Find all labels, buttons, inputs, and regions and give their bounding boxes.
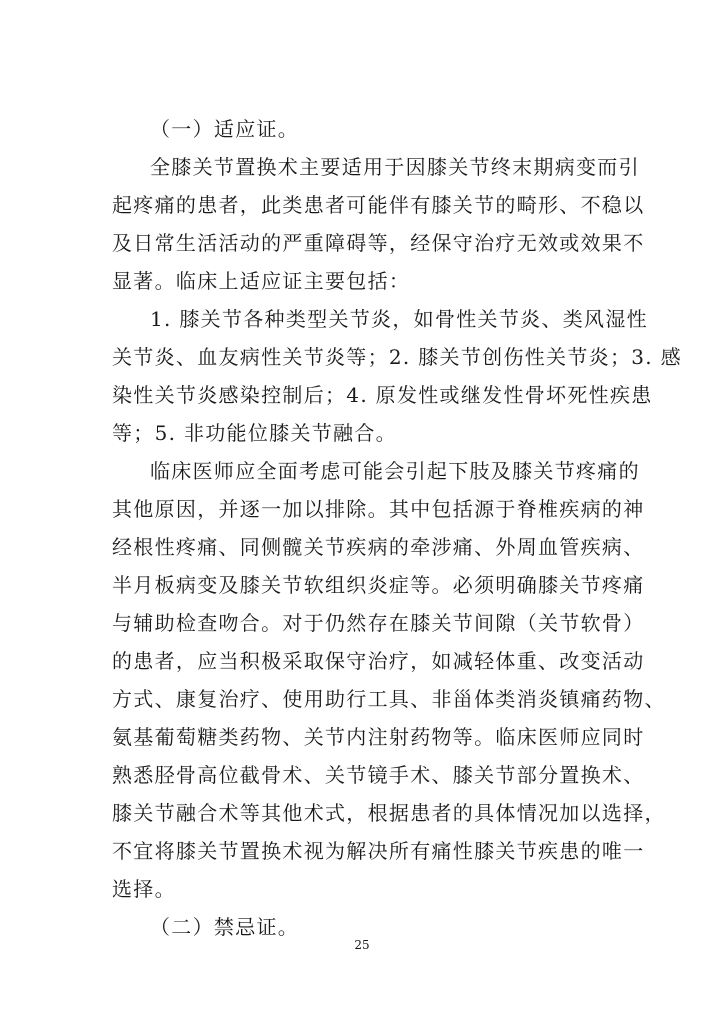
paragraph-line: 熟悉胫骨高位截骨术、关节镜手术、膝关节部分置换术、 (112, 763, 645, 787)
paragraph-line: 的患者，应当积极采取保守治疗，如减轻体重、改变活动 (112, 649, 645, 673)
paragraph-line: 临床医师应全面考虑可能会引起下肢及膝关节疼痛的 (150, 459, 640, 483)
paragraph-line: 起疼痛的患者，此类患者可能伴有膝关节的畸形、不稳以 (112, 193, 645, 217)
paragraph-line: 半月板病变及膝关节软组织炎症等。必须明确膝关节疼痛 (112, 573, 645, 597)
paragraph-line: 不宜将膝关节置换术视为解决所有痛性膝关节疾患的唯一 (112, 839, 645, 863)
paragraph-line: 染性关节炎感染控制后；4. 原发性或继发性骨坏死性疾患 (112, 383, 653, 407)
paragraph-line: 全膝关节置换术主要适用于因膝关节终末期病变而引 (150, 155, 640, 179)
paragraph-line: 等；5. 非功能位膝关节融合。 (112, 421, 397, 445)
paragraph-line: 与辅助检查吻合。对于仍然存在膝关节间隙（关节软骨） (112, 611, 645, 635)
paragraph-line: 1. 膝关节各种类型关节炎，如骨性关节炎、类风湿性 (150, 307, 648, 331)
page-number: 25 (354, 938, 370, 952)
paragraph-line: 经根性疼痛、同侧髋关节疾病的牵涉痛、外周血管疾病、 (112, 535, 645, 559)
paragraph-line: 膝关节融合术等其他术式，根据患者的具体情况加以选择， (112, 801, 666, 825)
section-heading-indications: （一）适应证。 (150, 117, 300, 141)
section-heading-contraindications: （二）禁忌证。 (150, 915, 300, 939)
paragraph-line: 及日常生活活动的严重障碍等，经保守治疗无效或效果不 (112, 231, 645, 255)
paragraph-line: 氨基葡萄糖类药物、关节内注射药物等。临床医师应同时 (112, 725, 645, 749)
paragraph-line: 显著。临床上适应证主要包括： (112, 269, 411, 293)
paragraph-line: 其他原因，并逐一加以排除。其中包括源于脊椎疾病的神 (112, 497, 645, 521)
paragraph-line: 关节炎、血友病性关节炎等；2. 膝关节创伤性关节炎；3. 感 (112, 345, 682, 369)
paragraph-line: 方式、康复治疗、使用助行工具、非甾体类消炎镇痛药物、 (112, 687, 666, 711)
paragraph-line: 选择。 (112, 877, 176, 901)
